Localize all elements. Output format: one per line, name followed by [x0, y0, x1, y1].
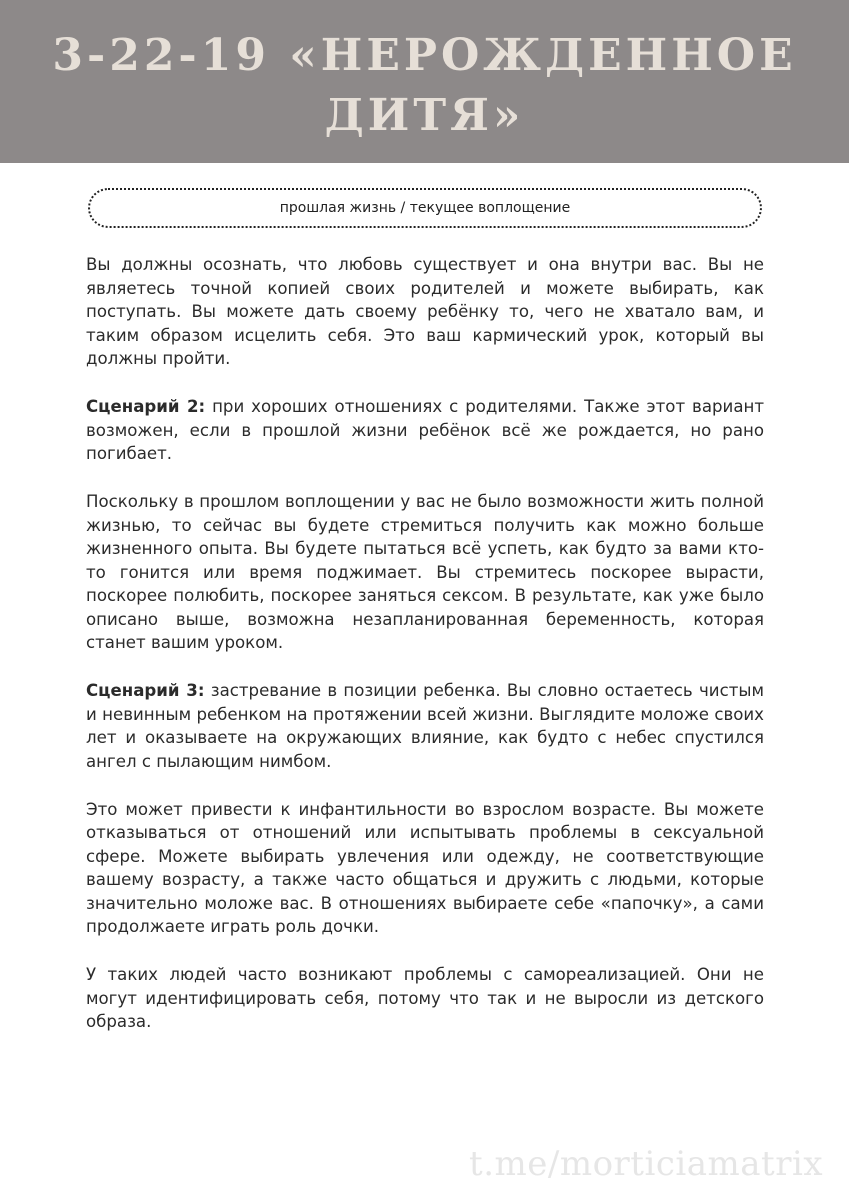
watermark: t.me/morticiamatrix	[469, 1144, 823, 1184]
paragraph-4	[86, 679, 764, 773]
scenario-3-label: Сценарий 3:	[86, 681, 205, 700]
subtitle-text: прошлая жизнь / текущее воплощение	[279, 200, 571, 216]
scenario-2-label: Сценарий 2:	[86, 397, 206, 416]
paragraph-1: Вы должны осознать, что любовь существует и она внутри вас. Вы не являетесь точной копией своих родителей и можете выбирать, как поступать. Вы можете дать своему ребёнку то, чего не хватало вам, и таким образом исцелить себя. Это ваш кармический урок, который вы должны пройти.	[86, 255, 764, 368]
scenario-2-text: при хороших отношениях с родителями. Также этот вариант возможен, если в прошлой жизни ребёнок всё же рождается, но рано погибает.	[86, 397, 764, 463]
title-line-2: ДИТЯ»	[324, 90, 525, 141]
subtitle-pill	[88, 188, 762, 228]
article-body	[86, 253, 764, 1058]
header-banner	[0, 0, 849, 163]
paragraph-2	[86, 395, 764, 466]
paragraph-6: У таких людей часто возникают проблемы с самореализацией. Они не могут идентифицировать себя, потому что так и не выросли из детского образа.	[86, 965, 764, 1031]
title-line-1: 3-22-19 «НЕРОЖДЕННОЕ	[52, 30, 797, 81]
paragraph-5: Это может привести к инфантильности во взрослом возрасте. Вы можете отказываться от отношений или испытывать проблемы в сексуальной сфере. Можете выбирать увлечения или одежду, не соответствующие вашему возрасту, а также часто общаться и дружить с людьми, которые значительно моложе вас. В отношениях выбираете себе «папочку», а сами продолжаете играть роль дочки.	[86, 799, 764, 936]
page-title	[0, 26, 849, 146]
scenario-3-text: застревание в позиции ребенка. Вы словно остаетесь чистым и невинным ребенком на протяжении всей жизни. Выглядите моложе своих лет и оказываете на окружающих влияние, как будто с небес спустился ангел с пылающим нимбом.	[86, 681, 764, 771]
paragraph-3: Поскольку в прошлом воплощении у вас не было возможности жить полной жизнью, то сейчас вы будете стремиться получить как можно больше жизненного опыта. Вы будете пытаться всё успеть, как будто за вами кто-то гонится или время поджимает. Вы стремитесь поскорее вырасти, поскорее полюбить, поскорее заняться сексом. В результате, как уже было описано выше, возможна незапланированная беременность, которая станет вашим уроком.	[86, 492, 764, 652]
